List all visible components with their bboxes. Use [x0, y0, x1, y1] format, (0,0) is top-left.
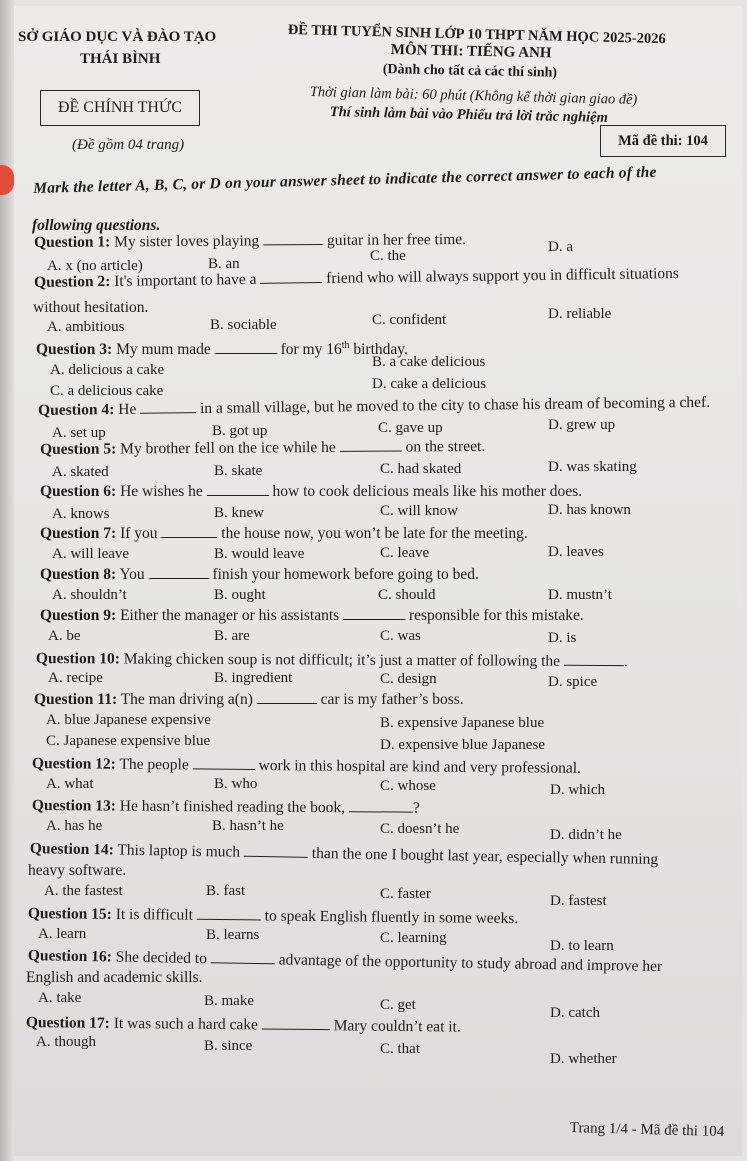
q9-option-a: A. be: [48, 628, 81, 644]
q10-option-d: D. spice: [548, 674, 598, 690]
q14-option-b: B. fast: [206, 883, 246, 899]
question-5: Question 5: My brother fell on the ice while he on the street.: [40, 437, 486, 458]
page-footer: Trang 1/4 - Mã đề thi 104: [569, 1120, 725, 1141]
q11-option-c: C. Japanese expensive blue: [46, 733, 211, 749]
q6-option-b: B. knew: [214, 505, 264, 521]
question-8: Question 8: You finish your homework before going to bed.: [40, 566, 479, 583]
instruction-line-1: Mark the letter A, B, C, or D on your answer sheet to indicate the correct answer to each of the: [33, 163, 657, 197]
q13-option-c: C. doesn’t he: [380, 821, 460, 837]
q11-option-b: B. expensive Japanese blue: [380, 715, 545, 731]
question-16: Question 16: She decided to advantage of the opportunity to study abroad and improve her: [27, 947, 663, 976]
q12-option-a: A. what: [46, 776, 94, 792]
q2-option-c: C. confident: [372, 312, 447, 328]
q14-option-c: C. faster: [380, 886, 431, 902]
question-1: Question 1: My sister loves playing guitar in her free time.: [34, 230, 467, 251]
q17-option-b: B. since: [204, 1038, 253, 1054]
q11-option-d: D. expensive blue Japanese: [380, 737, 545, 753]
q7-option-a: A. will leave: [52, 546, 130, 562]
q8-option-c: C. should: [378, 587, 436, 603]
q16-option-b: B. make: [204, 993, 254, 1009]
q4-option-b: B. got up: [212, 423, 268, 439]
q17-option-a: A. though: [36, 1034, 96, 1050]
question-4: Question 4: He in a small village, but he moved to the city to chase his dream of becoming a chef.: [38, 393, 711, 419]
q5-option-a: A. skated: [52, 464, 109, 480]
answer-note: Thí sinh làm bài vào Phiếu trả lời trắc nghiệm: [329, 104, 609, 126]
question-14: Question 14: This laptop is much than the one I bought last year, especially when running: [29, 840, 659, 868]
q3-option-d: D. cake a delicious: [372, 376, 487, 392]
q10-option-a: A. recipe: [48, 670, 103, 686]
q15-option-b: B. learns: [206, 927, 260, 943]
q4-option-a: A. set up: [52, 425, 106, 441]
q15-option-c: C. learning: [380, 930, 447, 946]
exam-time: Thời gian làm bài: 60 phút (Không kể thời gian giao đề): [309, 84, 638, 108]
q1-option-d: D. a: [548, 239, 573, 255]
pages-note: (Đề gồm 04 trang): [72, 137, 185, 153]
q5-option-d: D. was skating: [548, 459, 637, 475]
q14-option-d: D. fastest: [550, 893, 607, 909]
q12-option-c: C. whose: [380, 778, 436, 794]
q16-continuation: English and academic skills.: [26, 969, 203, 986]
q7-option-d: D. leaves: [548, 544, 604, 560]
q9-option-d: D. is: [548, 630, 577, 646]
official-box: ĐỀ CHÍNH THỨC: [40, 90, 200, 126]
q13-option-b: B. hasn’t he: [212, 818, 284, 834]
q17-option-d: D. whether: [550, 1051, 617, 1067]
q8-option-a: A. shouldn’t: [52, 587, 127, 603]
q5-option-c: C. had skated: [380, 461, 462, 477]
exam-audience: (Dành cho tất cả các thí sinh): [382, 62, 558, 81]
exam-title: ĐỀ THI TUYỂN SINH LỚP 10 THPT NĂM HỌC 2025-2026: [287, 22, 666, 48]
q16-option-c: C. get: [380, 997, 416, 1013]
q6-option-c: C. will know: [380, 503, 458, 519]
q6-option-d: D. has known: [548, 502, 631, 518]
q12-option-b: B. who: [214, 776, 258, 792]
question-label: Question 1:: [34, 233, 111, 251]
instruction-line-2: following questions.: [32, 217, 161, 234]
question-3: Question 3: My mum made for my 16th birthday.: [36, 340, 408, 359]
exam-subject: MÔN THI: TIẾNG ANH: [390, 42, 552, 62]
q12-option-d: D. which: [550, 782, 605, 798]
department-name: SỞ GIÁO DỤC VÀ ĐÀO TẠO: [18, 29, 217, 45]
q7-option-b: B. would leave: [214, 546, 305, 562]
q15-option-a: A. learn: [38, 926, 87, 942]
question-7: Question 7: If you the house now, you won’t be late for the meeting.: [40, 525, 528, 542]
q2-option-a: A. ambitious: [47, 319, 125, 335]
question-6: Question 6: He wishes he how to cook delicious meals like his mother does.: [40, 483, 583, 500]
q4-option-d: D. grew up: [548, 417, 616, 433]
question-15: Question 15: It is difficult to speak English fluently in some weeks.: [27, 905, 519, 928]
q4-option-c: C. gave up: [378, 420, 443, 436]
q10-option-c: C. design: [380, 671, 437, 687]
q13-option-a: A. has he: [46, 818, 103, 834]
q10-option-b: B. ingredient: [214, 670, 293, 686]
q7-option-c: C. leave: [380, 545, 430, 561]
q17-option-c: C. that: [380, 1041, 420, 1057]
q16-option-a: A. take: [38, 990, 82, 1006]
q3-option-c: C. a delicious cake: [50, 383, 164, 399]
q8-option-b: B. ought: [214, 587, 266, 603]
province-name: THÁI BÌNH: [80, 51, 161, 67]
q2-continuation: without hesitation.: [33, 299, 149, 316]
q11-option-a: A. blue Japanese expensive: [46, 712, 211, 728]
question-17: Question 17: It was such a hard cake Mary couldn’t eat it.: [25, 1014, 461, 1036]
q1-option-c: C. the: [370, 248, 406, 264]
q6-option-a: A. knows: [52, 506, 110, 522]
q8-option-d: D. mustn’t: [548, 587, 612, 603]
q5-option-b: B. skate: [214, 463, 263, 479]
q15-option-d: D. to learn: [550, 938, 614, 954]
q14-continuation: heavy software.: [28, 862, 127, 879]
q3-option-a: A. delicious a cake: [50, 362, 165, 378]
q13-option-d: D. didn’t he: [550, 827, 622, 843]
question-11: Question 11: The man driving a(n) car is my father’s boss.: [34, 691, 464, 708]
question-10: Question 10: Making chicken soup is not difficult; it’s just a matter of following the .: [35, 650, 628, 671]
q3-option-b: B. a cake delicious: [372, 354, 486, 370]
question-13: Question 13: He hasn’t finished reading the book, ?: [31, 797, 420, 817]
q2-option-b: B. sociable: [210, 317, 277, 333]
exam-code-box: Mã đề thi: 104: [600, 125, 726, 157]
q1-option-b: B. an: [208, 256, 240, 272]
q9-option-b: B. are: [214, 628, 250, 644]
question-9: Question 9: Either the manager or his assistants responsible for this mistake.: [40, 607, 584, 624]
q14-option-a: A. the fastest: [44, 883, 123, 899]
q1-option-a: A. x (no article): [47, 258, 143, 274]
q16-option-d: D. catch: [550, 1005, 600, 1021]
q9-option-c: C. was: [380, 628, 421, 644]
question-2: Question 2: It's important to have a friend who will always support you in difficult situations: [34, 264, 680, 291]
question-12: Question 12: The people work in this hospital are kind and very professional.: [31, 755, 582, 777]
q2-option-d: D. reliable: [548, 306, 612, 322]
